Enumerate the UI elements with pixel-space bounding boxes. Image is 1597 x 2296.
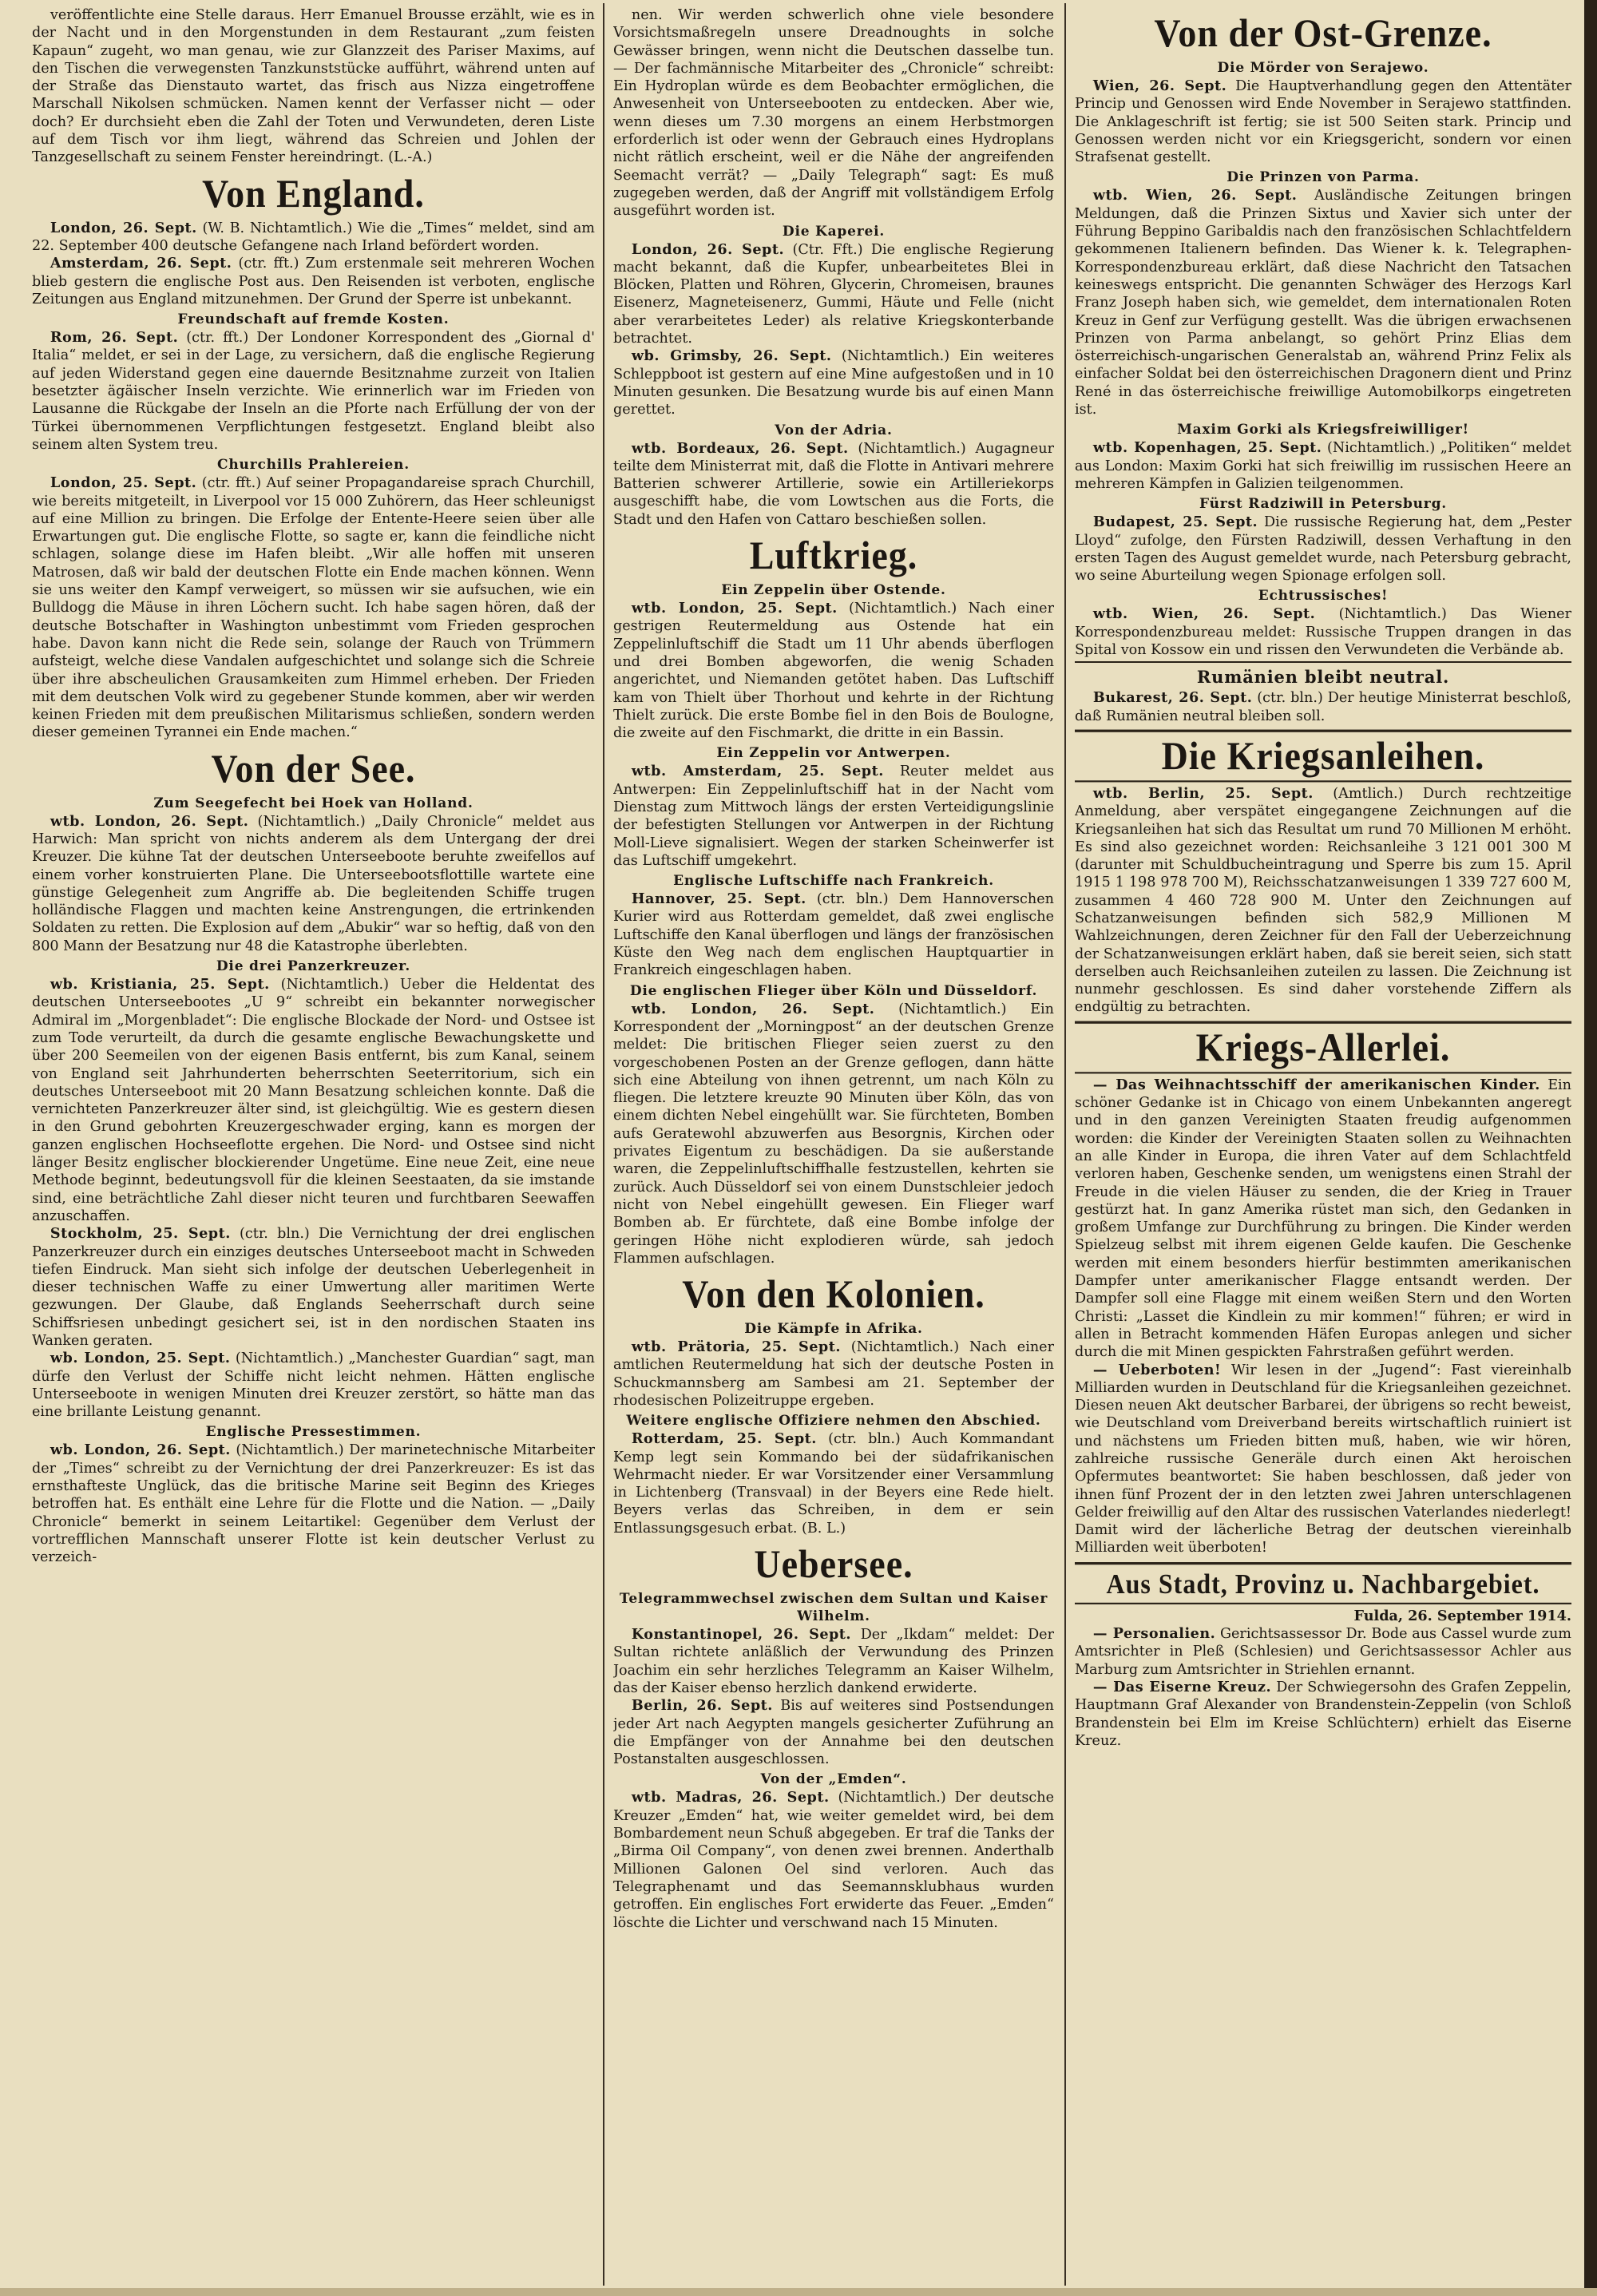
article-text: (ctr. bln.) Die Vernichtung der drei englischen Panzerkreuzer durch ein einziges deutsches Unterseeboot macht in Schweden tiefen Eindruck. Man sieht sich infolge der deutschen Ueberlegenheit in dieser technischen Waffe zu einer Umwertung aller maritimen Werte gezwungen. Der Glaube, daß Englands Seeherrschaft durch seine Schiffsriesen unbedingt gesichert sei, ist in den nordischen Staaten ins Wanken geraten. <box>32 1226 595 1349</box>
article-paragraph <box>613 6 1054 220</box>
article-subheading: Die Kämpfe in Afrika. <box>744 1321 923 1338</box>
article-paragraph <box>1075 605 1571 659</box>
section-heading: Von der See. <box>211 746 416 791</box>
article-paragraph <box>613 890 1054 979</box>
article-subheading: Die Prinzen von Parma. <box>1226 169 1420 186</box>
article-dateline: Hannover, 25. Sept. <box>631 890 806 908</box>
article-paragraph <box>32 1350 595 1421</box>
dateline: Fulda, 26. September 1914. <box>1353 1607 1571 1624</box>
article-paragraph <box>613 1001 1054 1267</box>
article-dateline: — Personalien. <box>1092 1625 1216 1643</box>
article-text: Die russische Regierung hat, dem „Pester Lloyd“ zufolge, den Fürsten Radziwill, dessen Verhaftung in den ersten Tagen des August gemeldet wurde, nach Petersburg gebracht, wo seine Aburteilung wegen Spionage erfolgen soll. <box>1075 514 1571 585</box>
article-text: (Nichtamtlich.) „Politiken“ meldet aus London: Maxim Gorki hat sich freiwillig im russischen Heere an mehreren Kämpfen in Galizien teilgenommen. <box>1075 440 1571 492</box>
article-dateline: wtb. Wien, 26. Sept. <box>1092 605 1316 623</box>
newspaper-column-2 <box>613 6 1054 2282</box>
article-text: Bis auf weiteres sind Postsendungen jeder Art nach Aegypten mangels gesicherter Zuführung an die Empfänger von der Annahme bei den deutschen Postanstalten ausgeschlossen. <box>613 1698 1054 1768</box>
article-dateline: — Das Eiserne Kreuz. <box>1092 1678 1272 1695</box>
section-heading: Von der Ost-Grenze. <box>1154 10 1492 55</box>
article-text: (Nichtamtlich.) Augagneur teilte dem Ministerrat mit, daß die Flotte in Antivari mehrere Batterien schwerer Artillerie, sowie ein Artilleriekorps ausgeschifft habe, die vom Lowtschen aus die Forts, die Stadt und den Hafen von Cattaro beschießen sollen. <box>613 440 1054 528</box>
article-paragraph <box>1075 77 1571 166</box>
article-subheading: Churchills Prahlereien. <box>217 457 410 474</box>
article-dateline: wb. London, 26. Sept. <box>50 1441 231 1459</box>
article-dateline: Berlin, 26. Sept. <box>631 1697 773 1715</box>
article-text: nen. Wir werden schwerlich ohne viele besondere Vorsichtsmaßregeln unsere Dreadnoughts in solche Gewässer bringen, wenn nicht die Deutschen dasselbe tun. — Der fachmännische Mitarbeiter des „Chronicle“ schreibt: Ein Hydroplan würde es dem Beobachter ermöglichen, die Anwesenheit von Unterseebooten zu entdecken. Aber wie, wenn dieses um 7.30 morgens an einem Herbstmorgen erforderlich ist oder wenn der Gebrauch eines Hydroplans nicht rätlich erscheint, weil er die Nähe der angreifenden Seemacht verrät? — „Daily Telegraph“ sagt: Es muß zugegeben werden, daß der Angriff mit vollständigem Erfolg ausgeführt worden ist. <box>613 7 1054 220</box>
article-dateline: Konstantinopel, 26. Sept. <box>631 1626 852 1644</box>
newspaper-column-3 <box>1075 6 1571 2282</box>
column-rule <box>1064 3 1066 2286</box>
article-text: (Nichtamtlich.) Das Wiener Korrespondenzbureau meldet: Russische Truppen drangen in das Spital von Kossow ein und rissen den Verwundeten die Verbände ab. <box>1075 606 1571 659</box>
article-text: Ausländische Zeitungen bringen Meldungen, daß die Prinzen Sixtus und Xavier sich unter der Führung Beppino Garibaldis nach den französischen Schlachtfeldern gekommenen Italienern befinden. Das Wiener k. k. Telegraphen-Korrespondenzbureau erklärt, daß diese Nachricht den Tatsachen keineswegs entspricht. Die genannten Schwäger des Herzogs Karl Franz Joseph haben sich, wie gemeldet, dem internationalen Roten Kreuz in Genf zur Verfügung gestellt. Was die übrigen erwachsenen Prinzen von Parma anbelangt, so gehört Prinz Elias dem österreichisch-ungarischen Generalstab an, während Prinz Felix als einfacher Soldat bei den österreichischen Dragonern dient und Prinz René in das österreichische freiwillige Automobilkorps eingetreten ist. <box>1075 188 1571 418</box>
article-subheading: Rumänien bleibt neutral. <box>1075 661 1571 688</box>
article-dateline: Wien, 26. Sept. <box>1092 77 1227 94</box>
article-paragraph <box>1075 689 1571 725</box>
article-dateline: wtb. Madras, 26. Sept. <box>631 1789 830 1806</box>
article-paragraph <box>32 976 595 1225</box>
article-text: Gerichtsassessor Dr. Bode aus Cassel wurde zum Amtsrichter in Pleß (Schlesien) und Gerichtsassessor Achler aus Marburg zum Amtsrichter in Striehlen ernannt. <box>1075 1626 1571 1678</box>
article-dateline: Bukarest, 26. Sept. <box>1092 689 1253 707</box>
article-text: Der „Ikdam“ meldet: Der Sultan richtete anläßlich der Verwundung des Prinzen Joachim ein sehr herzliches Telegramm an Kaiser Wilhelm, das der Kaiser ebenso herzlich dankend erwiderte. <box>613 1627 1054 1696</box>
article-paragraph <box>613 1789 1054 1931</box>
article-text: Der Schwiegersohn des Grafen Zeppelin, Hauptmann Graf Alexander von Brandenstein-Zeppelin (von Schloß Brandenstein bei Elm im Kreise Schlüchtern) erhielt das Eiserne Kreuz. <box>1075 1679 1571 1749</box>
article-text: (ctr. bln.) Auch Kommandant Kemp legt sein Kommando bei der südafrikanischen Wehrmacht nieder. Er war Vorsitzender einer Versammlung in Lichtenberg (Transvaal) in der Beyers eine Rede hielt. Beyers verlas das Schreiben, in dem er sein Entlassungsgesuch erbat. (B. L.) <box>613 1431 1054 1537</box>
article-dateline: Stockholm, 25. Sept. <box>50 1225 231 1243</box>
article-subheading: Englische Pressestimmen. <box>205 1424 422 1441</box>
article-text: (Nichtamtlich.) „Manchester Guardian“ sagt, man dürfe den Verlust der Schiffe nicht leicht nehmen. Hätten englische Unterseeboote in wenigen Minuten drei Kreuzer zerstört, so hätte man das eine brillante Leistung genannt. <box>32 1350 595 1421</box>
article-paragraph <box>613 347 1054 418</box>
article-text: (Nichtamtlich.) Ein Korrespondent der „Morningpost“ an der deutschen Grenze meldet: Die britischen Flieger seien zuerst zu den vorgeschobenen Posten an der Grenze geflogen, dann hätte sich eine Abteilung von ihnen getrennt, um nach Köln zu fliegen. Die letztere kreuzte 90 Minuten über Köln, das von einem dichten Nebel eingehüllt war. Sie fürchteten, Bomben aufs Geratewohl abzuwerfen aus Besorgnis, Kirchen oder privates Eigentum zu beschädigen. Da sie außerstande waren, die Zeppelinluftschiffhalle festzustellen, kehrten sie zurück. Auch Düsseldorf sei von einem Dunstschleier jedoch nicht von Nebel eingehüllt gewesen. Ein Flieger warf Bomben ab. Er fürchtete, daß eine Bombe infolge der geringen Höhe nicht explodieren würde, sah jedoch Flammen aufschlagen. <box>613 1001 1054 1267</box>
article-subheading: Die Mörder von Serajewo. <box>1217 60 1429 76</box>
section-heading: Aus Stadt, Provinz u. Nachbargebiet. <box>1075 1562 1571 1604</box>
article-paragraph <box>613 1626 1054 1697</box>
page-bottom-edge <box>0 2288 1597 2296</box>
section-heading: Die Kriegsanleihen. <box>1075 729 1571 782</box>
article-text: Wir lesen in der „Jugend“: Fast viereinhalb Milliarden wurden in Deutschland für die Kriegsanleihen gezeichnet. Diesen neuen Akt deutscher Barbarei, der übrigens so recht beweist, wie Deutschland vom Dreiverband bereits wirtschaftlich ruiniert ist und nächstens um Frieden bitten muß, haben, wie wir hören, zahlreiche russische Generäle durch einen Akt heroischen Opfermutes beantwortet: Sie haben beschlossen, daß jeder von ihnen fünf Prozent der in den letzten zwei Jahren unterschlagenen Gelder freiwillig auf den Altar des russischen Vaterlandes niederlegt! Damit wird der lächerliche Betrag der deutschen viereinhalb Milliarden weit überboten! <box>1075 1362 1571 1556</box>
article-text: (Nichtamtlich.) Der deutsche Kreuzer „Emden“ hat, wie weiter gemeldet wird, bei dem Bombardement neun Schuß abgegeben. Er traf die Tanks der „Birma Oil Company“, von denen zwei brennen. Anderthalb Millionen Galonen Oel sind verloren. Auch das Telegraphenamt und das Seemannsklubhaus wurden getroffen. Ein englisches Fort erwiderte das Feuer. „Emden“ löschte die Lichter und verschwand nach 15 Minuten. <box>613 1790 1054 1931</box>
article-text: (ctr. bln.) Der heutige Ministerrat beschloß, daß Rumänien neutral bleiben soll. <box>1075 690 1571 724</box>
article-paragraph <box>32 1441 595 1566</box>
article-paragraph <box>613 440 1054 529</box>
column-rule <box>603 3 604 2286</box>
article-text: (Nichtamtlich.) Ueber die Heldentat des deutschen Unterseebootes „U 9“ schreibt ein bekannter norwegischer Admiral im „Morgenbladet“: Die englische Blockade der Nord- und Ostsee ist zum Tode verurteilt, da durch die gesamte englische Bewachungskette und über 200 Seemeilen von der eigenen Basis entfernt, bis zum Kanal, seinem von England seit Jahrhunderten beherrschten Seeterritorium, sich ein deutsches Unterseeboot mit 20 Mann Besatzung schleichen konnte. Daß die vernichteten Panzerkreuzer älter sind, ist gleichgültig. Wie es gestern diesen in den Grund gebohrten Kreuzergeschwader erging, kann es morgen der ganzen englischen Hochseeflotte ergehen. Die Nord- und Ostsee sind nicht länger Besitz englischer blockierender Ungetüme. Eine neue Zeit, eine neue Methode beginnt, bedeutungsvoll für die kleinen Seestaaten, da sie imstande sind, eine beträchtliche Zahl dieser nicht teuren und furchtbaren Seewaffen anzuschaffen. <box>32 977 595 1224</box>
article-dateline: wb. Grimsby, 26. Sept. <box>631 347 832 365</box>
article-dateline: wtb. London, 26. Sept. <box>50 812 249 830</box>
section-heading: Uebersee. <box>754 1541 913 1587</box>
article-paragraph <box>32 813 595 955</box>
article-dateline: wtb. London, 26. Sept. <box>631 1000 875 1017</box>
article-paragraph <box>32 220 595 256</box>
article-dateline: wb. Kristiania, 25. Sept. <box>50 976 270 993</box>
article-subheading: Englische Luftschiffe nach Frankreich. <box>673 873 994 890</box>
article-dateline: Budapest, 25. Sept. <box>1092 514 1258 531</box>
article-dateline: wtb. Amsterdam, 25. Sept. <box>631 763 884 780</box>
article-paragraph <box>613 600 1054 742</box>
article-subheading: Von der „Emden“. <box>760 1771 907 1788</box>
article-paragraph <box>32 329 595 454</box>
article-text: (Nichtamtlich.) Der marinetechnische Mitarbeiter der „Times“ schreibt zu der Vernichtung der drei Panzerkreuzer: Es ist das ernsthafteste Unglück, das die britische Marine seit Beginn des Krieges betroffen hat. Es enthält eine Lehre für die Flotte und die Nation. — „Daily Chronicle“ bemerkt in seinem Leitartikel: Gegenüber dem Verlust der vortrefflichen Mannschaft unserer Flotte ist kein deutscher Verlust zu verzeich- <box>32 1442 595 1566</box>
article-dateline: wtb. Bordeaux, 26. Sept. <box>631 439 849 457</box>
section-heading: Kriegs-Allerlei. <box>1075 1021 1571 1073</box>
article-text: (W. B. Nichtamtlich.) Wie die „Times“ meldet, sind am 22. September 400 deutsche Gefangene nach Irland befördert worden. <box>32 220 595 254</box>
article-dateline: wb. London, 25. Sept. <box>50 1350 231 1367</box>
article-dateline: Rotterdam, 25. Sept. <box>631 1430 817 1448</box>
article-paragraph <box>613 1697 1054 1768</box>
article-paragraph <box>1075 1362 1571 1557</box>
article-paragraph <box>613 1430 1054 1537</box>
article-subheading: Die englischen Flieger über Köln und Düsseldorf. <box>629 982 1038 999</box>
article-paragraph <box>32 1225 595 1350</box>
article-subheading: Zum Seegefecht bei Hoek van Holland. <box>153 795 474 811</box>
article-text: (ctr. bln.) Dem Hannoverschen Kurier wird aus Rotterdam gemeldet, daß zwei englische Luftschiffe den Kanal überflogen und längs der französischen Küste den Weg nach dem englischen Hauptquartier in Frankreich eingeschlagen haben. <box>613 891 1054 979</box>
article-subheading: Von der Adria. <box>775 422 893 438</box>
article-paragraph <box>1075 1679 1571 1750</box>
article-subheading: Maxim Gorki als Kriegsfreiwilliger! <box>1177 422 1469 438</box>
article-paragraph <box>613 241 1054 348</box>
article-paragraph <box>1075 514 1571 585</box>
article-text: (ctr. fft.) Zum erstenmale seit mehreren Wochen blieb gestern die englische Post aus. Den Reisenden ist verboten, englische Zeitungen aus England mitzunehmen. Der Grund der Sperre ist unbekannt. <box>32 256 595 307</box>
article-paragraph <box>613 1338 1054 1410</box>
article-dateline: — Ueberboten! <box>1092 1361 1222 1378</box>
article-paragraph <box>1075 439 1571 493</box>
section-heading: Luftkrieg. <box>749 533 918 578</box>
article-text: (Nichtamtlich.) Ein weiteres Schleppboot ist gestern auf eine Mine aufgestoßen und in 10 Minuten gesunken. Die Besatzung wurde bis auf einen Mann gerettet. <box>613 348 1054 418</box>
section-heading: Von England. <box>202 171 425 216</box>
article-text: (ctr. fft.) Auf seiner Propagandareise sprach Churchill, wie bereits mitgeteilt, in Liverpool vor 15 000 Zuhörern, das Heer schleunigst auf eine Million zu bringen. Die Erfolge der Entente-Heere seien über alle Erwartungen gut. Die englische Flotte, so sagte er, kann die feindliche nicht schlagen, solange diese im Hafen bleibt. „Wir alle hoffen mit unseren Matrosen, daß wir bald der deutschen Flotte ein Ende machen können. Wenn sie uns weiter den Kampf verweigert, so müssen wir sie aufsuchen, wie ein Bulldogg die Mäuse in ihren Löchern sucht. Ich habe sagen hören, daß der deutsche Botschafter in Washington unbestimmt vom Frieden gesprochen habe. Davon kann nicht die Rede sein, solange der Rauch von Trümmern aufsteigt, welche diese Vandalen aufgeschichtet und solange sich die Schreie über ihre abscheulichen Grausamkeiten zum Himmel erheben. Der Frieden mit dem deutschen Volk wird zu gegebener Stunde kommen, aber wir werden keinen Frieden mit dem preußischen Militarismus schließen, sondern werden dieser gemeinen Tyrannei ein Ende machen.“ <box>32 475 595 741</box>
page-edge-shadow <box>1584 0 1597 2296</box>
article-paragraph <box>1075 187 1571 418</box>
article-dateline: wtb. London, 25. Sept. <box>631 600 838 617</box>
article-subheading: Weitere englische Offiziere nehmen den Abschied. <box>626 1413 1041 1430</box>
article-subheading: Ein Zeppelin über Ostende. <box>721 582 946 599</box>
article-text: (ctr. fft.) Der Londoner Korrespondent des „Giornal d' Italia“ meldet, er sei in der Lage, zu versichern, daß die englische Regierung auf jeden Widerstand gegen eine dauernde Besitznahme zurzeit von Italien besetzter ägäischer Inseln verzichte. Wie erinnerlich war im Frieden von Lausanne die Rückgabe der Inseln an die Pforte nach Erfüllung der von der Türkei übernommenen Verpflichtungen festgesetzt. England bleibt also seinem alten System treu. <box>32 330 595 453</box>
article-dateline: wtb. Berlin, 25. Sept. <box>1092 784 1314 802</box>
article-text: (Nichtamtlich.) „Daily Chronicle“ meldet aus Harwich: Man spricht von nichts anderem als dem Untergang der drei Kreuzer. Die kühne Tat der deutschen Unterseeboote beruhte zweifellos auf einem vorher konstruierten Plane. Die Unterseebootsflottille wartete eine günstige Gelegenheit zum Angriffe ab. Die begleitenden Schiffe trugen holländische Flaggen und machten keine Anstrengungen, die ertrinkenden Soldaten zu retten. Die Explosion auf dem „Abukir“ war so heftig, daß von den 800 Mann der Besatzung nur 48 die Katastrophe überlebten. <box>32 813 595 954</box>
article-text: Die Hauptverhandlung gegen den Attentäter Princip und Genossen wird Ende November in Serajewo stattfinden. Die Anklageschrift ist fertig; sie ist 500 Seiten stark. Princip und Genossen werden nicht vor ein Kriegsgericht, sondern vor einen Strafsenat gestellt. <box>1075 78 1571 166</box>
article-dateline: London, 26. Sept. <box>50 219 197 236</box>
article-dateline: London, 25. Sept. <box>50 474 197 492</box>
article-subheading: Telegrammwechsel zwischen dem Sultan und Kaiser Wilhelm. <box>619 1591 1048 1625</box>
article-dateline: London, 26. Sept. <box>631 240 785 258</box>
article-paragraph <box>1075 1625 1571 1679</box>
article-text: (Nichtamtlich.) Nach einer gestrigen Reutermeldung aus Ostende hat ein Zeppelinluftschiff die Stadt um 11 Uhr abends überflogen und drei Bomben abgeworfen, die wenig Schaden angerichtet, und Niemanden getötet haben. Das Luftschiff kam von Thielt über Thorhout und kehrte in der Richtung Thielt zurück. Die erste Bombe fiel in den Bois de Boulogne, die zweite auf den Fischmarkt, die dritte in ein Bassin. <box>613 601 1054 742</box>
article-dateline: wtb. Prätoria, 25. Sept. <box>631 1338 841 1356</box>
article-subheading: Die Kaperei. <box>782 223 886 240</box>
article-dateline: wtb. Wien, 26. Sept. <box>1092 187 1298 204</box>
article-subheading: Freundschaft auf fremde Kosten. <box>177 311 450 328</box>
article-dateline: Amsterdam, 26. Sept. <box>50 255 232 272</box>
article-text: (Nichtamtlich.) Nach einer amtlichen Reutermeldung hat sich der deutsche Posten in Schuckmannsberg am Sambesi am 21. September der rhodesischen Polizeitruppe ergeben. <box>613 1339 1054 1409</box>
section-heading: Von den Kolonien. <box>682 1272 985 1317</box>
newspaper-column-1 <box>32 6 595 2282</box>
article-text: (Amtlich.) Durch rechtzeitige Anmeldung, aber verspätet eingegangene Zeichnungen auf die Kriegsanleihen hat sich das Resultat um rund 70 Millionen M erhöht. Es sind also gezeichnet worden: Reichsanleihe 3 121 001 300 M (darunter mit Schuldbucheintragung und Sperre bis zum 15. April 1915 1 198 978 700 M), Reichsschatzanweisungen 1 339 727 600 M, zusammen 4 460 728 900 M. Unter den Zeichnungen auf Schatzanweisungen befinden sich 582,9 Millionen M Wahlzeichnungen, deren Zeichner für den Fall der Ueberzeichnung der Schatzanweisungen erklärt haben, daß sie bereit seien, sich statt derselben auch Reichsanleihen zuteilen zu lassen. Die Zeichnung ist nunmehr geschlossen. Es sind daher vorstehende Ziffern als endgültig zu betrachten. <box>1075 785 1571 1016</box>
article-text: veröffentlichte eine Stelle daraus. Herr Emanuel Brousse erzählt, wie es in der Nacht und in den Morgenstunden in dem Restaurant „zum feisten Kapaun“ zugeht, wo man genau, wie zur Glanzzeit des Pariser Maxims, auf den Tischen die verwegensten Tanzkunststücke aufführt, während unten auf der Straße das Dienstauto wartet, das frisch aus Nizza eingetroffene Marschall Nikolsen schmücken. Namen kennt der Verfasser nicht — oder doch? Er durchsieht eben die Zahl der Toten und Verwundeten, deren Liste auf dem Tisch vor ihm liegt, während das Schreien und Johlen der Tanzgesellschaft zu seinem Fenster hereindringt. (L.-A.) <box>32 7 595 166</box>
article-dateline: Rom, 26. Sept. <box>50 329 179 347</box>
article-subheading: Die drei Panzerkreuzer. <box>216 958 411 975</box>
article-paragraph <box>1075 785 1571 1017</box>
article-text: Reuter meldet aus Antwerpen: Ein Zeppelinluftschiff hat in der Nacht vom Dienstag zum Mittwoch längs der ersten Verteidigungslinie der befestigten Stellungen vor Antwerpen in der Richtung Moll-Lieve signalisiert. Wegen der starken Scheinwerfer ist das Luftschiff umgekehrt. <box>613 763 1054 869</box>
article-subheading: Fürst Radziwill in Petersburg. <box>1199 496 1447 513</box>
article-paragraph <box>1075 1077 1571 1362</box>
article-text: Ein schöner Gedanke ist in Chicago von einem Unbekannten angeregt und in den ganzen Vereinigten Staaten freudig aufgenommen worden: die Kinder der Vereinigten Staaten sollen zu Weihnachten an alle Kinder in Europa, die ihren Vater auf dem Schlachtfeld verloren haben, Geschenke senden, um wenigstens einen Strahl der Freude in die vielen Häuser zu senden, die der Krieg in Trauer gestürzt hat. In ganz Amerika rüstet man sich, den Gedanken in großem Umfange zur Durchführung zu bringen. Die Kinder werden Spielzeug selbst mit ihrem eigenen Gelde kaufen. Die Geschenke werden mit einem besonders hierfür bestimmten amerikanischen Dampfer unter amerikanischer Flagge entsandt werden. Der Dampfer soll eine Flagge mit einem weißen Stern und den Worten Christi: „Lasset die Kindlein zu mir kommen!“ führen; er wird in allen in Betracht kommenden Häfen Europas anlegen und sicher durch die mit Minen gespickten Fahrstraßen geführt werden. <box>1075 1077 1571 1361</box>
article-subheading: Ein Zeppelin vor Antwerpen. <box>716 745 951 762</box>
article-dateline: — Das Weihnachtsschiff der amerikanischen Kinder. <box>1092 1076 1540 1093</box>
article-text: (Ctr. Fft.) Die englische Regierung macht bekannt, daß die Kupfer, unbearbeitetes Blei in Blöcken, Platten und Röhren, Glycerin, Chromeisen, braunes Eisenerz, Magneteisenerz, Gummi, Häute und Felle (nicht aber verarbeitetes Leder) als relative Kriegskonterbande betrachtet. <box>613 241 1054 347</box>
article-paragraph <box>32 6 595 167</box>
article-dateline: wtb. Kopenhagen, 25. Sept. <box>1092 439 1322 457</box>
article-paragraph <box>32 474 595 741</box>
article-subheading: Echtrussisches! <box>1258 588 1389 605</box>
article-paragraph <box>32 255 595 308</box>
article-paragraph <box>613 763 1054 870</box>
